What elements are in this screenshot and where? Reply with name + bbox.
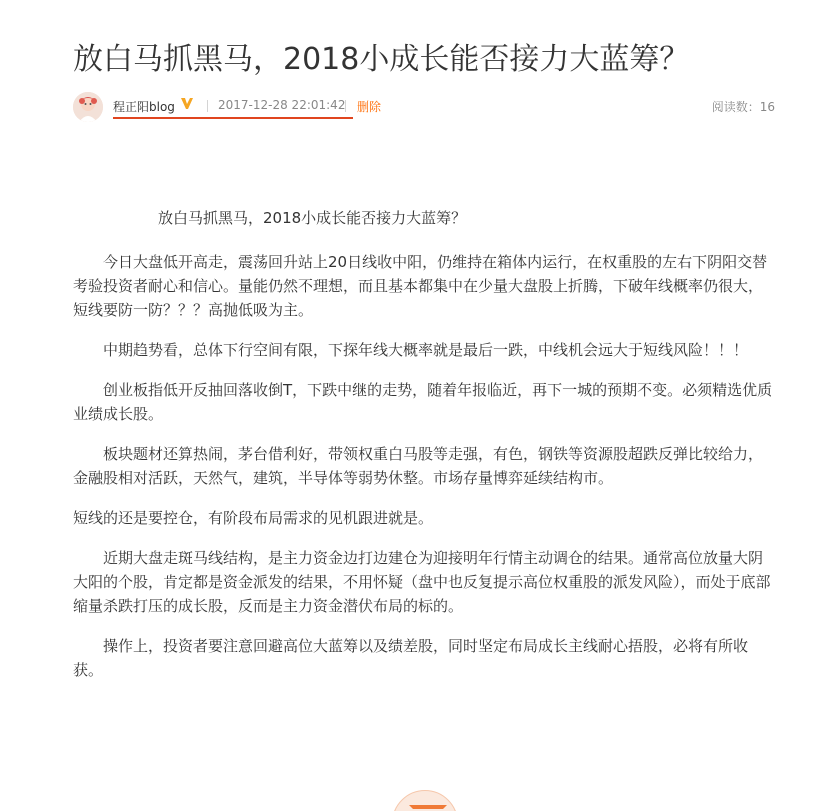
delete-link[interactable]: 删除 — [357, 100, 382, 114]
meta-underline — [113, 117, 353, 119]
article-content — [73, 206, 773, 698]
article-title: 放白马抓黑马，2018小成长能否接力大蓝筹？ — [73, 42, 690, 77]
paragraph: 近期大盘走斑马线结构，是主力资金边打边建仓为迎接明年行情主动调仓的结果。通常高位放量大阴大阳的个股，肯定都是资金派发的结果，不用怀疑（盘中也反复提示高位权重股的派发风险），而处于底部缩量杀跌打压的成长股，反而是主力资金潜伏布局的标的。 — [73, 549, 771, 615]
like-badge-glyph — [409, 805, 447, 811]
like-badge-icon[interactable] — [392, 790, 458, 811]
paragraph: 创业板指低开反抽回落收倒T，下跌中继的走势，随着年报临近，再下一城的预期不变。必须精选优质业绩成长股。 — [73, 381, 773, 423]
author-name-link[interactable]: 程正阳blog — [113, 100, 175, 114]
author-avatar[interactable] — [73, 92, 103, 122]
article-meta — [73, 92, 775, 122]
publish-date: 2017-12-28 22:01:42 — [218, 98, 346, 112]
paragraph: 板块题材还算热闹，茅台借利好，带领权重白马股等走强，有色，钢铁等资源股超跌反弹比较给力，金融股相对活跃，天然气，建筑，半导体等弱势休整。市场存量博弈延续结构市。 — [73, 445, 764, 487]
avatar-image — [73, 92, 103, 122]
meta-divider — [345, 100, 346, 112]
paragraph: 短线的还是要控仓，有阶段布局需求的见机跟进就是。 — [73, 509, 434, 527]
paragraph: 操作上，投资者要注意回避高位大蓝筹以及绩差股，同时坚定布局成长主线耐心捂股，必将有所收获。 — [73, 637, 749, 679]
verified-v-icon — [180, 96, 194, 110]
paragraph: 今日大盘低开高走，震荡回升站上20日线收中阳，仍维持在箱体内运行，在权重股的左右下阴阳交替考验投资者耐心和信心。量能仍然不理想，而且基本都集中在少量大盘股上折腾，下破年线概率仍很大，短线要防一防？？？高抛低吸为主。 — [73, 253, 768, 319]
content-title: 放白马抓黑马，2018小成长能否接力大蓝筹？ — [158, 209, 467, 227]
read-count: 阅读数：16 — [711, 100, 775, 114]
meta-divider — [207, 100, 208, 112]
paragraph: 中期趋势看，总体下行空间有限，下探年线大概率就是最后一跌，中线机会远大于短线风险！！！ — [103, 341, 749, 359]
